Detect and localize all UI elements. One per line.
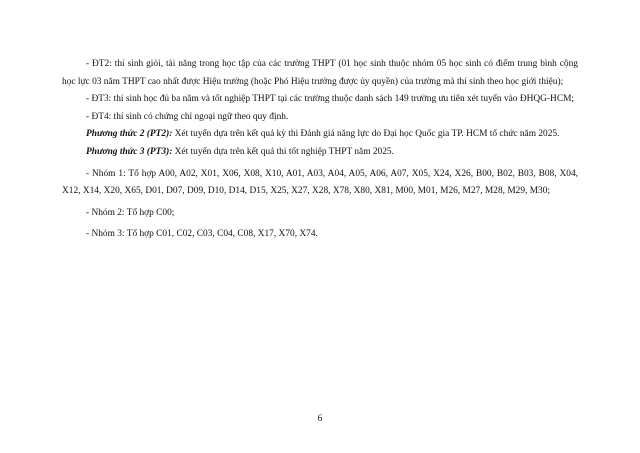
page-content bbox=[62, 56, 578, 244]
method-pt3-text: Xét tuyển dựa trên kết quả thi tốt nghiệp THPT năm 2025. bbox=[172, 146, 394, 157]
method-pt2-label: Phương thức 2 (PT2): bbox=[86, 129, 173, 140]
page-number: 6 bbox=[317, 414, 323, 424]
group-3: - Nhóm 3: Tổ hợp C01, C02, C03, C04, C08, X17, X70, X74. bbox=[86, 229, 318, 240]
paragraph-dt4: - ĐT4: thí sinh có chứng chỉ ngoại ngữ theo quy định. bbox=[86, 111, 289, 122]
paragraph-dt2: - ĐT2: thí sinh giỏi, tài năng trong học tập của các trường THPT (01 học sinh thuộc nhóm 05 học sinh có điểm trung bình cộng học lực 03 năm THPT cao nhất được Hiệu trưởng (hoặc Phó Hiệu trưởng được ủy quyền) của trường mà thí sinh theo học giới thiệu); bbox=[62, 59, 578, 87]
method-pt2 bbox=[62, 126, 578, 144]
paragraph-dt3: - ĐT3: thí sinh học đủ ba năm và tốt nghiệp THPT tại các trường thuộc danh sách 149 trường ưu tiên xét tuyển vào ĐHQG-HCM; bbox=[86, 94, 575, 105]
method-pt2-text: Xét tuyển dựa trên kết quả kỳ thi Đánh giá năng lực do Đại học Quốc gia TP. HCM tổ chức năm 2025. bbox=[172, 129, 560, 140]
method-pt3 bbox=[62, 144, 578, 162]
group-2: - Nhóm 2: Tổ hợp C00; bbox=[86, 207, 175, 218]
method-pt3-label: Phương thức 3 (PT3): bbox=[86, 146, 173, 157]
group-1: - Nhóm 1: Tổ hợp A00, A02, X01, X06, X08, X10, A01, A03, A04, A05, A06, A07, X05, X24, X26, B00, B02, B03, B08, X04, X12, X14, X20, X65, D01, D07, D09, D10, D14, D15, X25, X27, X28, X78, X80, X81, M00, M01, M26, M27, M28, M29, M30; bbox=[62, 168, 578, 197]
